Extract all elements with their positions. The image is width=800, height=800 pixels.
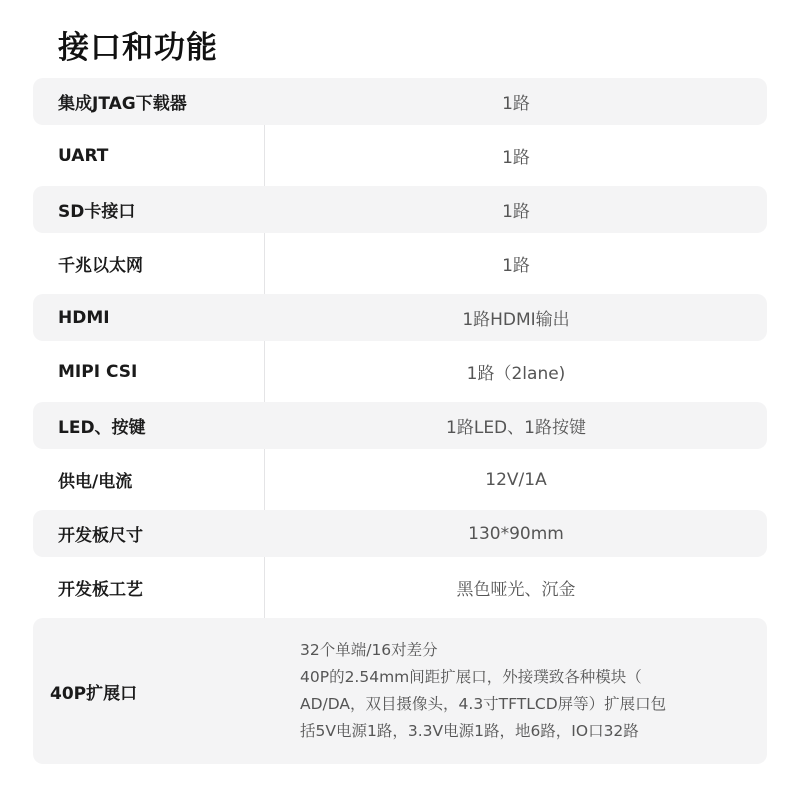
row-value-line: 32个单端/16对差分 — [300, 641, 438, 659]
row-label: 开发板尺寸 — [58, 526, 143, 546]
table-row — [33, 456, 767, 503]
row-label: UART — [58, 145, 109, 166]
table-row — [33, 510, 767, 557]
table-row — [33, 402, 767, 449]
row-label: MIPI CSI — [58, 361, 138, 382]
table-row — [33, 294, 767, 341]
row-label: HDMI — [58, 307, 110, 328]
spec-table — [33, 78, 767, 764]
row-value: 黑色哑光、沉金 — [456, 580, 576, 600]
row-value: 1路LED、1路按键 — [446, 418, 586, 438]
row-value-line: 括5V电源1路，3.3V电源1路，地6路，IO口32路 — [300, 722, 639, 740]
row-label: 开发板工艺 — [58, 580, 143, 600]
table-row — [33, 78, 767, 125]
table-row — [33, 240, 767, 287]
row-label: 集成JTAG下载器 — [58, 94, 187, 114]
row-value: 1路HDMI输出 — [462, 310, 570, 330]
table-row — [33, 132, 767, 179]
row-label: 40P扩展口 — [50, 683, 138, 704]
row-label: 千兆以太网 — [58, 256, 143, 276]
row-value: 1路（2lane) — [466, 364, 566, 384]
row-value: 1路 — [502, 256, 530, 276]
table-row — [33, 564, 767, 611]
row-label: 供电/电流 — [58, 472, 133, 492]
row-value-line: 40P的2.54mm间距扩展口，外接璞致各种模块（ — [300, 668, 642, 686]
row-value: 1路 — [502, 148, 530, 168]
row-value-line: AD/DA，双目摄像头，4.3寸TFTLCD屏等）扩展口包 — [300, 695, 667, 713]
row-value: 1路 — [502, 94, 530, 114]
row-value: 1路 — [502, 202, 530, 222]
row-label: LED、按键 — [58, 418, 146, 438]
row-value: 130*90mm — [468, 523, 564, 544]
table-row — [33, 618, 767, 764]
row-value-multiline — [265, 637, 767, 745]
table-row — [33, 186, 767, 233]
page-title: 接口和功能 — [58, 30, 218, 66]
row-value: 12V/1A — [485, 469, 547, 490]
table-row — [33, 348, 767, 395]
row-label: SD卡接口 — [58, 202, 136, 222]
